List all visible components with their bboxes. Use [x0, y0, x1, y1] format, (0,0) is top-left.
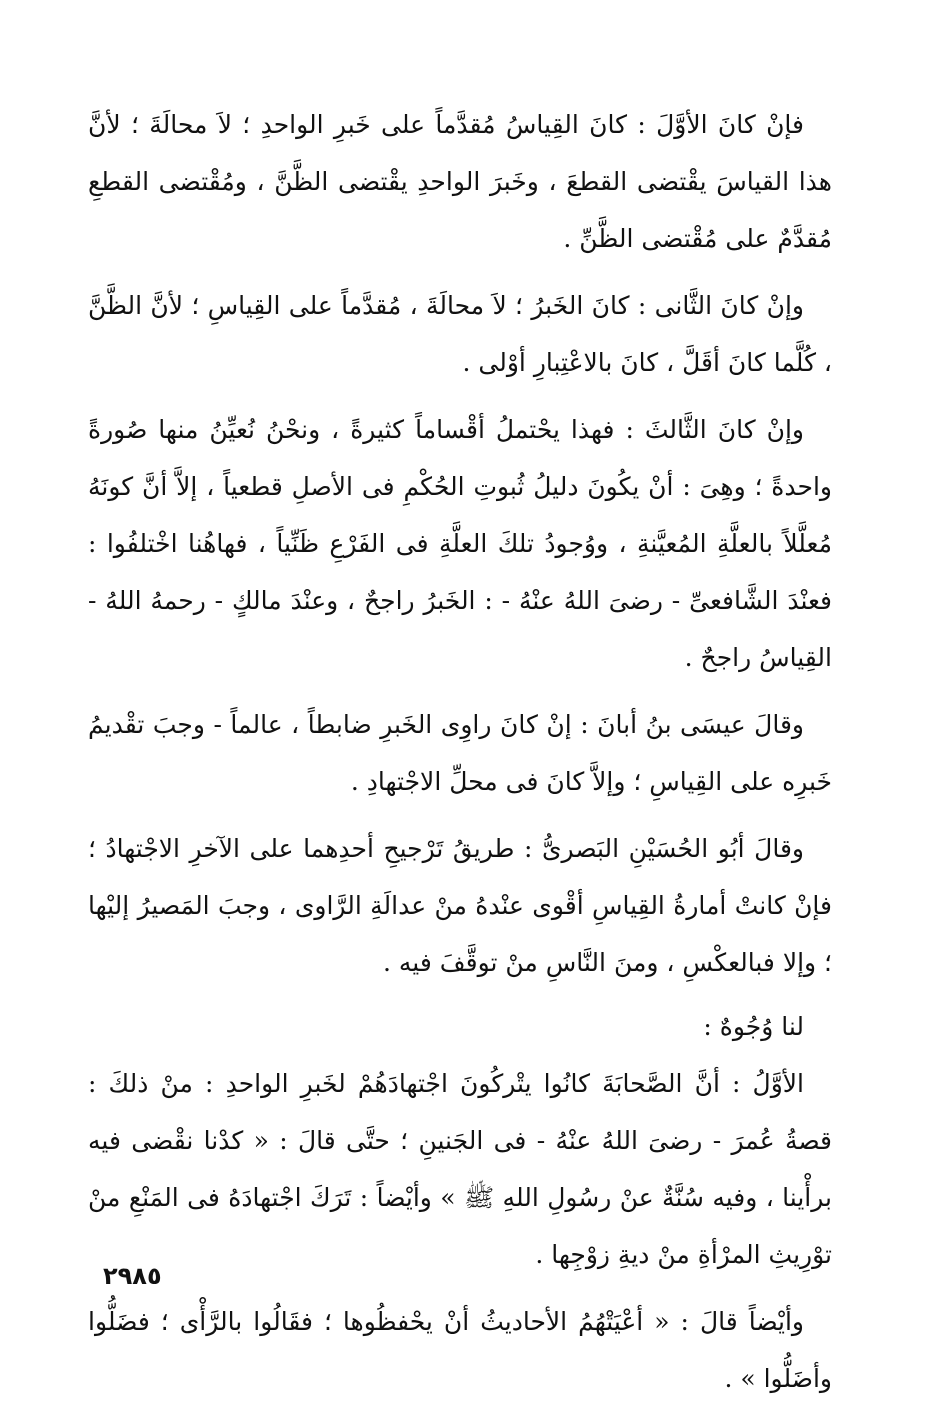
section-subheading: لنا وُجُوهٌ : [703, 1012, 804, 1041]
paragraph-isa-ibn-aban: وقالَ عيسَى بنُ أبانَ : إنْ كانَ راوِى الخَبرِ ضابطاً ، عالماً - وجبَ تقْديمُ خَبرِه على القِياسِ ؛ وإلاَّ كانَ فى محلِّ الاجْتهادِ . [88, 710, 832, 796]
page-body [88, 96, 832, 1393]
paragraph-second-case: وإنْ كانَ الثَّانى : كانَ الخَبرُ ؛ لاَ محالَةَ ، مُقدَّماً على القِياسِ ؛ لأنَّ الظَّنَّ ، كُلَّما كانَ أقَلَّ ، كانَ بالاعْتِبارِ أوْلى . [88, 291, 832, 377]
paragraph-third-case: وإنْ كانَ الثَّالثَ : فهذا يحْتملُ أقْساماً كثيرةً ، ونحْنُ نُعيِّنُ منها صُورةً واحدةً ؛ وهِىَ : أنْ يكُونَ دليلُ ثُبوتِ الحُكْمِ فى الأصلِ قطعياً ، إلاَّ أنَّ كونَهُ مُعلَّلاً بالعلَّةِ المُعيَّنةِ ، ووُجودُ تلكَ العلَّةِ فى الفَرْعِ ظَنِّياً ، فهاهُنا اخْتلفُوا : فعنْدَ الشَّافعىِّ - رضىَ اللهُ عنْهُ - : الخَبرُ راجحٌ ، وعنْدَ مالكٍ - رحمهُ اللهُ - القِياسُ راجحٌ . [88, 415, 832, 672]
paragraph-first-case: فإنْ كانَ الأوَّلَ : كانَ القِياسُ مُقدَّماً على خَبرِ الواحدِ ؛ لاَ محالَةَ ؛ لأنَّ هذا القياسَ يقْتضى القطعَ ، وخَبرَ الواحدِ يقْتضى الظَّنَّ ، ومُقْتضى القطعِ مُقدَّمٌ على مُقْتضى الظَّنِّ . [88, 110, 832, 253]
paragraph-also-said: وأيْضاً قالَ : « أعْيَتْهُمُ الأحاديثُ أنْ يحْفظُوها ؛ فقَالُوا بالرَّأْى ؛ فضَلُّوا وأضَلُّوا » . [88, 1307, 832, 1393]
paragraph-first-argument: الأوَّلُ : أنَّ الصَّحابَةَ كانُوا يتْركُونَ اجْتهادَهُمْ لخَبرِ الواحدِ : منْ ذلكَ : قصةُ عُمرَ - رضىَ اللهُ عنْهُ - فى الجَنينِ ؛ حتَّى قالَ : « كدْنا نقْضى فيه برأْينا ، وفيه سُنَّةٌ عنْ رسُولِ اللهِ ﷺ » وأيْضاً : تَرَكَ اجْتهادَهُ فى المَنْعِ منْ توْرِيثِ المرْأةِ منْ ديةِ زوْجِها . [88, 1069, 832, 1269]
paragraph-abu-al-husayn: وقالَ أبُو الحُسَيْنِ البَصرىُّ : طريقُ تَرْجيحِ أحدِهما على الآخرِ الاجْتهادُ ؛ فإنْ كانتْ أمارةُ القِياسِ أقْوى عنْدهُ منْ عدالَةِ الرَّاوى ، وجبَ المَصيرُ إليْها ؛ وإلا فبالعكْسِ ، ومنَ النَّاسِ منْ توقَّفَ فيه . [88, 834, 832, 977]
page-number: ٢٩٨٥ [103, 1262, 162, 1290]
